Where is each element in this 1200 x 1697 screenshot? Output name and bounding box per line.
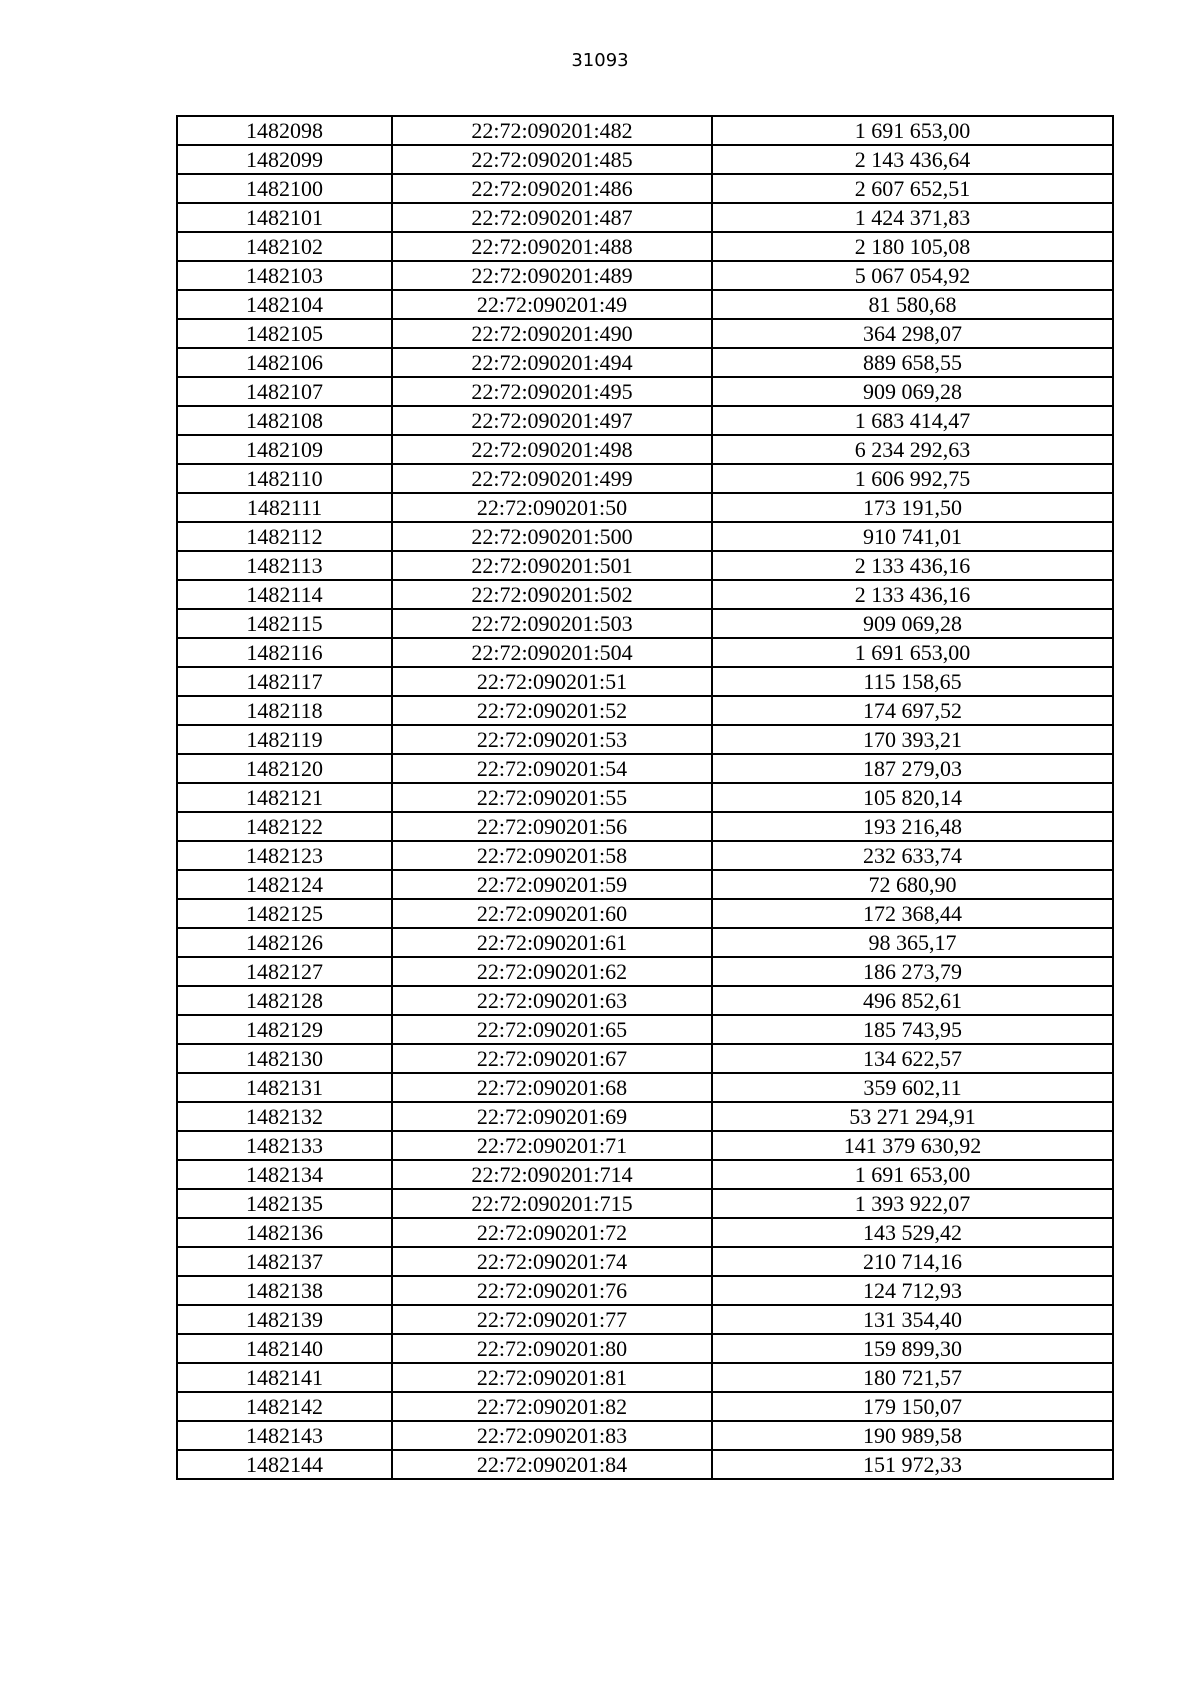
record-id-cell: 1482117: [177, 667, 392, 696]
cadastral-value-cell: 1 393 922,07: [712, 1189, 1113, 1218]
cadastral-number-cell: 22:72:090201:67: [392, 1044, 712, 1073]
table-row: [177, 696, 1113, 725]
table-row: [177, 116, 1113, 145]
table-row: [177, 870, 1113, 899]
cadastral-number-cell: 22:72:090201:69: [392, 1102, 712, 1131]
table-row: [177, 348, 1113, 377]
table-row: [177, 754, 1113, 783]
record-id-cell: 1482105: [177, 319, 392, 348]
cadastral-value-cell: 185 743,95: [712, 1015, 1113, 1044]
cadastral-number-cell: 22:72:090201:495: [392, 377, 712, 406]
cadastral-value-cell: 910 741,01: [712, 522, 1113, 551]
record-id-cell: 1482110: [177, 464, 392, 493]
cadastral-value-cell: 170 393,21: [712, 725, 1113, 754]
cadastral-value-cell: 2 133 436,16: [712, 580, 1113, 609]
cadastral-number-cell: 22:72:090201:503: [392, 609, 712, 638]
cadastral-value-cell: 115 158,65: [712, 667, 1113, 696]
record-id-cell: 1482120: [177, 754, 392, 783]
table-row: [177, 1247, 1113, 1276]
table-row: [177, 1305, 1113, 1334]
record-id-cell: 1482128: [177, 986, 392, 1015]
cadastral-number-cell: 22:72:090201:80: [392, 1334, 712, 1363]
table-row: [177, 986, 1113, 1015]
record-id-cell: 1482115: [177, 609, 392, 638]
table-row: [177, 174, 1113, 203]
record-id-cell: 1482109: [177, 435, 392, 464]
cadastral-value-cell: 81 580,68: [712, 290, 1113, 319]
cadastral-value-cell: 179 150,07: [712, 1392, 1113, 1421]
cadastral-number-cell: 22:72:090201:499: [392, 464, 712, 493]
cadastral-number-cell: 22:72:090201:486: [392, 174, 712, 203]
record-id-cell: 1482133: [177, 1131, 392, 1160]
cadastral-number-cell: 22:72:090201:55: [392, 783, 712, 812]
cadastral-value-cell: 159 899,30: [712, 1334, 1113, 1363]
cadastral-number-cell: 22:72:090201:497: [392, 406, 712, 435]
cadastral-value-cell: 143 529,42: [712, 1218, 1113, 1247]
cadastral-number-cell: 22:72:090201:63: [392, 986, 712, 1015]
cadastral-value-cell: 5 067 054,92: [712, 261, 1113, 290]
record-id-cell: 1482112: [177, 522, 392, 551]
cadastral-number-cell: 22:72:090201:501: [392, 551, 712, 580]
cadastral-value-cell: 1 683 414,47: [712, 406, 1113, 435]
record-id-cell: 1482108: [177, 406, 392, 435]
table-row: [177, 319, 1113, 348]
table-row: [177, 522, 1113, 551]
cadastral-value-cell: 889 658,55: [712, 348, 1113, 377]
cadastral-value-cell: 364 298,07: [712, 319, 1113, 348]
cadastral-value-cell: 174 697,52: [712, 696, 1113, 725]
cadastral-number-cell: 22:72:090201:482: [392, 116, 712, 145]
table-row: [177, 783, 1113, 812]
cadastral-value-cell: 909 069,28: [712, 377, 1113, 406]
cadastral-value-cell: 151 972,33: [712, 1450, 1113, 1479]
cadastral-value-cell: 124 712,93: [712, 1276, 1113, 1305]
cadastral-number-cell: 22:72:090201:500: [392, 522, 712, 551]
cadastral-number-cell: 22:72:090201:489: [392, 261, 712, 290]
table-row: [177, 493, 1113, 522]
cadastral-number-cell: 22:72:090201:490: [392, 319, 712, 348]
table-row: [177, 1015, 1113, 1044]
record-id-cell: 1482129: [177, 1015, 392, 1044]
cadastral-number-cell: 22:72:090201:62: [392, 957, 712, 986]
record-id-cell: 1482118: [177, 696, 392, 725]
cadastral-number-cell: 22:72:090201:498: [392, 435, 712, 464]
cadastral-number-cell: 22:72:090201:76: [392, 1276, 712, 1305]
record-id-cell: 1482098: [177, 116, 392, 145]
cadastral-number-cell: 22:72:090201:488: [392, 232, 712, 261]
table-row: [177, 1363, 1113, 1392]
record-id-cell: 1482122: [177, 812, 392, 841]
cadastral-value-cell: 105 820,14: [712, 783, 1113, 812]
record-id-cell: 1482124: [177, 870, 392, 899]
cadastral-value-cell: 232 633,74: [712, 841, 1113, 870]
table-row: [177, 1421, 1113, 1450]
record-id-cell: 1482101: [177, 203, 392, 232]
record-id-cell: 1482141: [177, 1363, 392, 1392]
cadastral-value-cell: 210 714,16: [712, 1247, 1113, 1276]
cadastral-number-cell: 22:72:090201:52: [392, 696, 712, 725]
table-row: [177, 1450, 1113, 1479]
record-id-cell: 1482111: [177, 493, 392, 522]
table-row: [177, 1189, 1113, 1218]
table-row: [177, 1044, 1113, 1073]
record-id-cell: 1482106: [177, 348, 392, 377]
table-row: [177, 203, 1113, 232]
cadastral-number-cell: 22:72:090201:58: [392, 841, 712, 870]
cadastral-value-cell: 359 602,11: [712, 1073, 1113, 1102]
cadastral-number-cell: 22:72:090201:485: [392, 145, 712, 174]
cadastral-value-cell: 173 191,50: [712, 493, 1113, 522]
table-row: [177, 406, 1113, 435]
table-row: [177, 551, 1113, 580]
table-row: [177, 145, 1113, 174]
record-id-cell: 1482104: [177, 290, 392, 319]
table-row: [177, 899, 1113, 928]
table-row: [177, 841, 1113, 870]
cadastral-value-cell: 2 180 105,08: [712, 232, 1113, 261]
table-row: [177, 1334, 1113, 1363]
table-row: [177, 1218, 1113, 1247]
table-row: [177, 609, 1113, 638]
cadastral-number-cell: 22:72:090201:494: [392, 348, 712, 377]
record-id-cell: 1482123: [177, 841, 392, 870]
cadastral-number-cell: 22:72:090201:72: [392, 1218, 712, 1247]
table-row: [177, 377, 1113, 406]
cadastral-number-cell: 22:72:090201:71: [392, 1131, 712, 1160]
cadastral-number-cell: 22:72:090201:502: [392, 580, 712, 609]
record-id-cell: 1482139: [177, 1305, 392, 1334]
record-id-cell: 1482125: [177, 899, 392, 928]
table-row: [177, 1131, 1113, 1160]
table-body: [177, 116, 1113, 1479]
cadastral-value-cell: 131 354,40: [712, 1305, 1113, 1334]
record-id-cell: 1482113: [177, 551, 392, 580]
record-id-cell: 1482116: [177, 638, 392, 667]
table-row: [177, 435, 1113, 464]
record-id-cell: 1482144: [177, 1450, 392, 1479]
table-row: [177, 928, 1113, 957]
cadastral-number-cell: 22:72:090201:714: [392, 1160, 712, 1189]
cadastral-number-cell: 22:72:090201:65: [392, 1015, 712, 1044]
cadastral-value-cell: 53 271 294,91: [712, 1102, 1113, 1131]
cadastral-value-cell: 909 069,28: [712, 609, 1113, 638]
table-row: [177, 638, 1113, 667]
cadastral-value-cell: 1 424 371,83: [712, 203, 1113, 232]
record-id-cell: 1482100: [177, 174, 392, 203]
record-id-cell: 1482107: [177, 377, 392, 406]
record-id-cell: 1482140: [177, 1334, 392, 1363]
cadastral-number-cell: 22:72:090201:68: [392, 1073, 712, 1102]
record-id-cell: 1482114: [177, 580, 392, 609]
cadastral-number-cell: 22:72:090201:56: [392, 812, 712, 841]
cadastral-number-cell: 22:72:090201:51: [392, 667, 712, 696]
cadastral-number-cell: 22:72:090201:77: [392, 1305, 712, 1334]
record-id-cell: 1482136: [177, 1218, 392, 1247]
cadastral-number-cell: 22:72:090201:83: [392, 1421, 712, 1450]
record-id-cell: 1482121: [177, 783, 392, 812]
cadastral-number-cell: 22:72:090201:487: [392, 203, 712, 232]
cadastral-value-cell: 172 368,44: [712, 899, 1113, 928]
table-row: [177, 1276, 1113, 1305]
cadastral-value-cell: 2 143 436,64: [712, 145, 1113, 174]
table-row: [177, 1392, 1113, 1421]
cadastral-value-cell: 141 379 630,92: [712, 1131, 1113, 1160]
table-row: [177, 667, 1113, 696]
record-id-cell: 1482102: [177, 232, 392, 261]
cadastral-number-cell: 22:72:090201:60: [392, 899, 712, 928]
cadastral-number-cell: 22:72:090201:49: [392, 290, 712, 319]
cadastral-value-cell: 496 852,61: [712, 986, 1113, 1015]
record-id-cell: 1482127: [177, 957, 392, 986]
cadastral-value-cell: 134 622,57: [712, 1044, 1113, 1073]
record-id-cell: 1482142: [177, 1392, 392, 1421]
cadastral-number-cell: 22:72:090201:74: [392, 1247, 712, 1276]
record-id-cell: 1482137: [177, 1247, 392, 1276]
data-table: [176, 115, 1114, 1480]
cadastral-value-cell: 1 691 653,00: [712, 116, 1113, 145]
record-id-cell: 1482126: [177, 928, 392, 957]
record-id-cell: 1482099: [177, 145, 392, 174]
record-id-cell: 1482103: [177, 261, 392, 290]
cadastral-number-cell: 22:72:090201:59: [392, 870, 712, 899]
table-row: [177, 232, 1113, 261]
table-row: [177, 957, 1113, 986]
cadastral-value-cell: 2 133 436,16: [712, 551, 1113, 580]
cadastral-number-cell: 22:72:090201:61: [392, 928, 712, 957]
cadastral-number-cell: 22:72:090201:82: [392, 1392, 712, 1421]
table-row: [177, 580, 1113, 609]
table-row: [177, 1102, 1113, 1131]
record-id-cell: 1482119: [177, 725, 392, 754]
cadastral-value-cell: 1 691 653,00: [712, 1160, 1113, 1189]
record-id-cell: 1482138: [177, 1276, 392, 1305]
table-row: [177, 290, 1113, 319]
table-row: [177, 725, 1113, 754]
table-row: [177, 464, 1113, 493]
cadastral-value-cell: 1 606 992,75: [712, 464, 1113, 493]
table-row: [177, 1073, 1113, 1102]
cadastral-number-cell: 22:72:090201:54: [392, 754, 712, 783]
cadastral-value-cell: 193 216,48: [712, 812, 1113, 841]
table-row: [177, 261, 1113, 290]
cadastral-number-cell: 22:72:090201:504: [392, 638, 712, 667]
page-number: 31093: [571, 50, 629, 71]
cadastral-value-cell: 187 279,03: [712, 754, 1113, 783]
cadastral-value-cell: 2 607 652,51: [712, 174, 1113, 203]
record-id-cell: 1482130: [177, 1044, 392, 1073]
record-id-cell: 1482135: [177, 1189, 392, 1218]
cadastral-number-cell: 22:72:090201:81: [392, 1363, 712, 1392]
cadastral-number-cell: 22:72:090201:84: [392, 1450, 712, 1479]
record-id-cell: 1482143: [177, 1421, 392, 1450]
cadastral-value-cell: 98 365,17: [712, 928, 1113, 957]
cadastral-value-cell: 72 680,90: [712, 870, 1113, 899]
record-id-cell: 1482131: [177, 1073, 392, 1102]
cadastral-number-cell: 22:72:090201:50: [392, 493, 712, 522]
table-row: [177, 812, 1113, 841]
cadastral-value-cell: 6 234 292,63: [712, 435, 1113, 464]
cadastral-number-cell: 22:72:090201:715: [392, 1189, 712, 1218]
record-id-cell: 1482132: [177, 1102, 392, 1131]
cadastral-value-cell: 190 989,58: [712, 1421, 1113, 1450]
cadastral-value-cell: 1 691 653,00: [712, 638, 1113, 667]
cadastral-number-cell: 22:72:090201:53: [392, 725, 712, 754]
record-id-cell: 1482134: [177, 1160, 392, 1189]
cadastral-value-cell: 186 273,79: [712, 957, 1113, 986]
cadastral-value-cell: 180 721,57: [712, 1363, 1113, 1392]
table-row: [177, 1160, 1113, 1189]
